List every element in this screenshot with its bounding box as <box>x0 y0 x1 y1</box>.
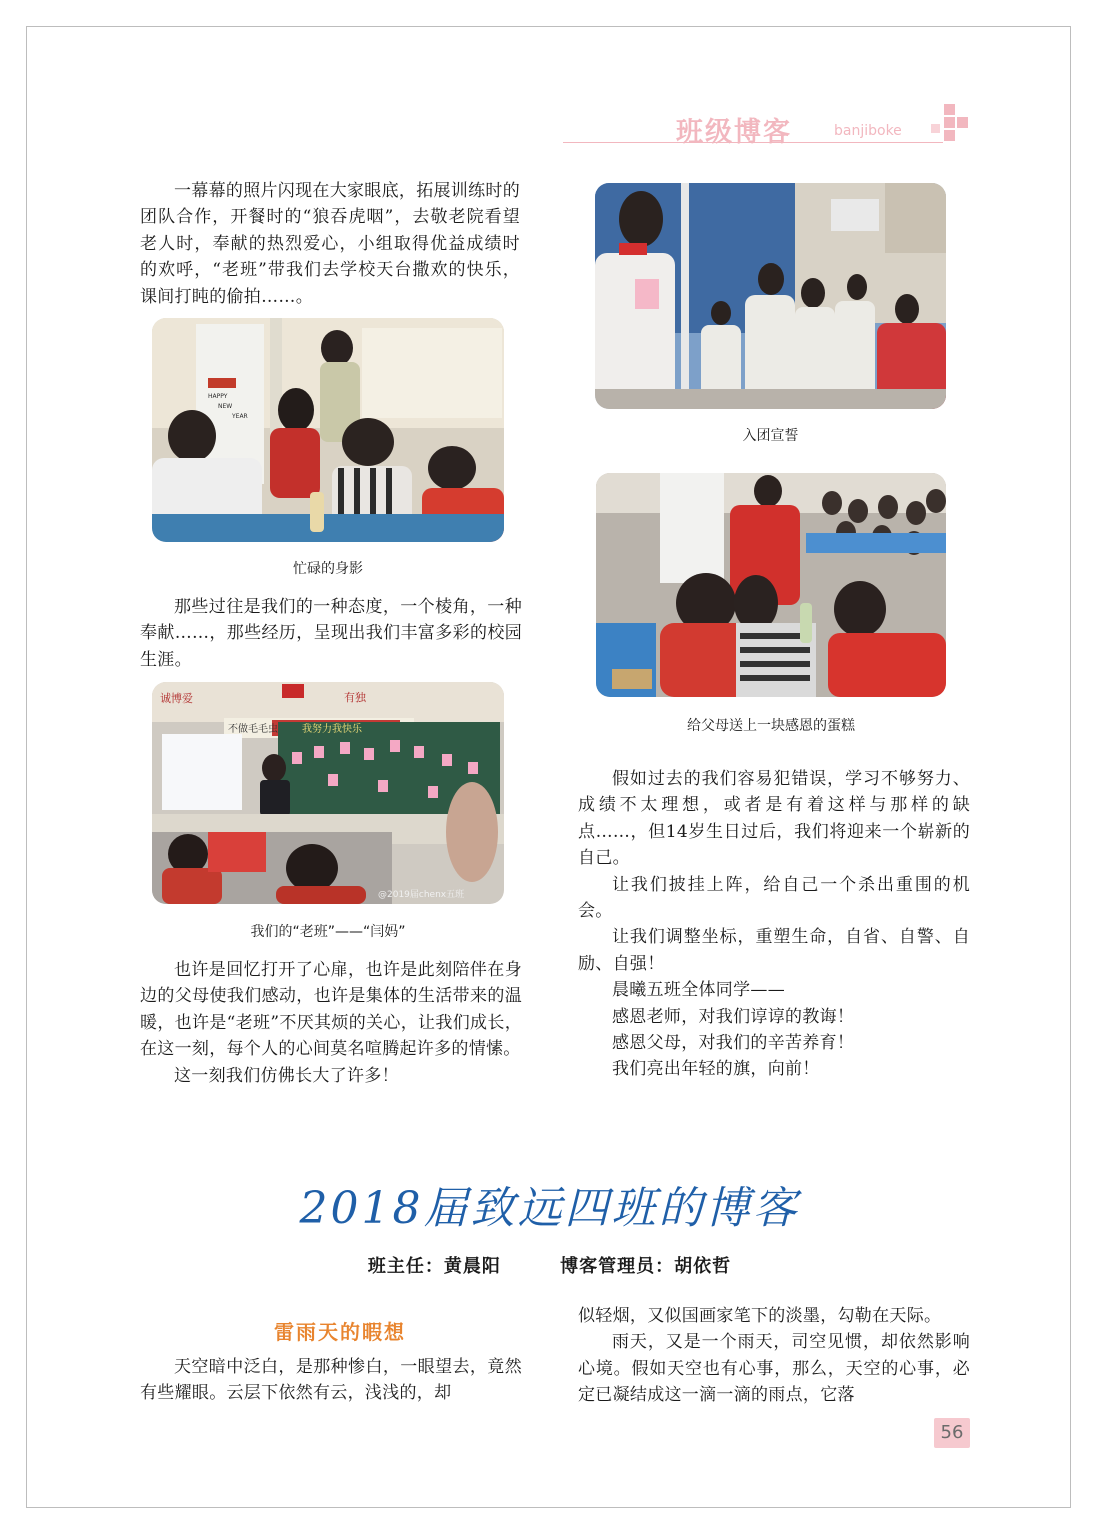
caption-cake: 给父母送上一块感恩的蛋糕 <box>687 718 855 734</box>
article-right-paras: 似轻烟，又似国画家笔下的淡墨，勾勒在天际。 雨天，又是一个雨天，司空见惯，却依然影响心境。假如天空也有心事，那么，天空的心事，必定已凝结成这一滴一滴的雨点，它落 <box>578 1306 970 1406</box>
blog-admin: 博客管理员：胡依哲 <box>560 1256 732 1277</box>
article-title: 雷雨天的暇想 <box>274 1320 406 1344</box>
header-subtitle: banjiboke <box>834 123 902 139</box>
section-title: 2018届致远四班的博客 <box>299 1183 800 1234</box>
head-teacher: 班主任：黄晨阳 <box>367 1256 501 1277</box>
photo2-board-left: 不做毛毛虫 <box>228 724 278 735</box>
page-number: 56 <box>934 1418 970 1448</box>
left-para-1: 一幕幕的照片闪现在大家眼底，拓展训练时的团队合作，开餐时的“狼吞虎咽”，去敬老院看望老人时，奉献的热烈爱心，小组取得优益成绩时的欢呼，“老班”带我们去学校天台撒欢的快乐，课间打盹的偷拍……。 <box>140 181 520 307</box>
caption-teacher: 我们的“老班”——“闫妈” <box>250 924 406 940</box>
photo-teacher <box>152 682 504 904</box>
article-left-para: 天空暗中泛白，是那种惨白，一眼望去，竟然有些耀眼。云层下依然有云，浅浅的，却 <box>140 1357 522 1404</box>
left-para-2: 那些过往是我们的一种态度，一个棱角，一种奉献……，那些经历，呈现出我们丰富多彩的校园生涯。 <box>140 597 522 670</box>
photo1-happy-text: HAPPY <box>208 393 228 400</box>
left-para-3: 也许是回忆打开了心扉，也许是此刻陪伴在身边的父母使我们感动，也许是集体的生活带来的温暖，也许是“老班”不厌其烦的关心，让我们成长，在这一刻，每个人的心间莫名喧腾起许多的情愫。 这一刻我们仿佛长大了许多！ <box>140 960 522 1086</box>
header-squares-icon <box>918 104 970 144</box>
photo2-banner-right: 有独 <box>344 691 366 704</box>
photo2-banner-left: 诚博爱 <box>160 692 193 705</box>
photo1-new-text: NEW <box>218 403 233 410</box>
photo-cake <box>596 473 946 697</box>
photo1-year-text: YEAR <box>232 413 248 420</box>
section-meta <box>0 1252 1099 1278</box>
caption-oath: 入团宣誓 <box>742 428 799 444</box>
caption-busy-figures: 忙碌的身影 <box>293 561 363 577</box>
photo2-watermark: @2019届chenx五班 <box>378 890 465 900</box>
photo2-board-right: 我努力我快乐 <box>302 724 362 735</box>
photo-oath <box>595 183 946 409</box>
header-rule <box>563 142 943 143</box>
header-title: 班级博客 <box>676 117 792 148</box>
photo-busy-figures <box>152 318 504 542</box>
right-paras: 假如过去的我们容易犯错误，学习不够努力、成绩不太理想，或者是有着这样与那样的缺点……，但14岁生日过后，我们将迎来一个崭新的自己。 让我们披挂上阵，给自己一个杀出重围的机会。 让我们调整坐标，重塑生命，自省、自警、自励、自强！ 晨曦五班全体同学—— 感恩老师，对我们谆谆的教诲！ 感恩父母，对我们的辛苦养育！ 我们亮出年轻的旗，向前！ <box>578 769 970 1080</box>
